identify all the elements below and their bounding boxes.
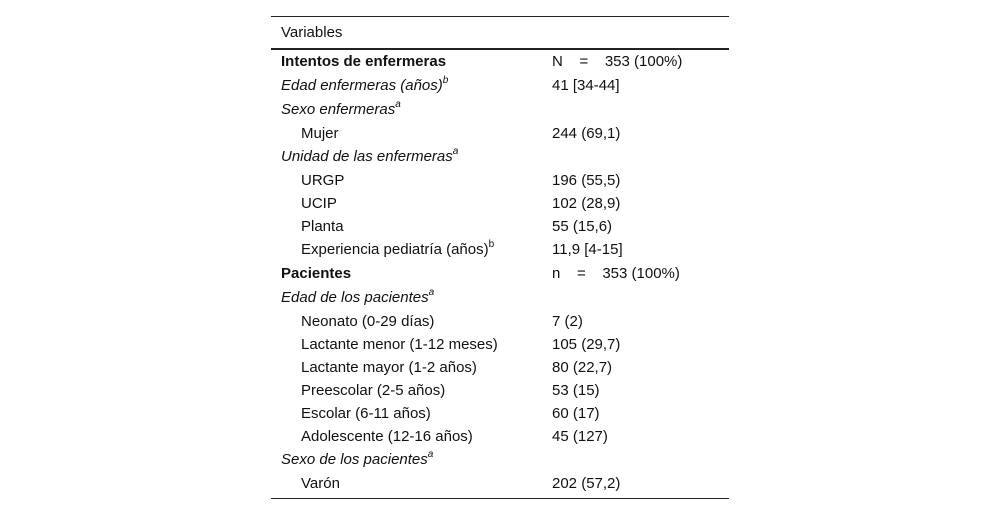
row-label bbox=[301, 402, 431, 425]
row-value-text: 105 (29,7) bbox=[552, 336, 621, 353]
row-value-text: 7 (2) bbox=[552, 313, 583, 330]
row-label bbox=[281, 262, 351, 285]
table-body bbox=[271, 50, 729, 495]
row-label bbox=[281, 448, 433, 471]
table-row bbox=[271, 192, 729, 215]
table-row bbox=[271, 472, 729, 495]
equals-sign: = bbox=[579, 53, 589, 70]
row-label bbox=[281, 50, 446, 73]
footnote-marker: a bbox=[452, 146, 459, 157]
row-label-text: Preescolar (2-5 años) bbox=[301, 382, 446, 399]
row-label-text: Edad enfermeras (años) bbox=[281, 77, 443, 94]
table-row bbox=[271, 169, 729, 192]
table-row bbox=[271, 356, 729, 379]
row-label-text: Edad de los pacientes bbox=[281, 289, 429, 306]
row-value bbox=[552, 356, 612, 379]
row-label-text: Pacientes bbox=[281, 265, 352, 282]
data-table bbox=[271, 16, 729, 499]
row-label bbox=[281, 98, 401, 121]
table-row bbox=[271, 448, 729, 472]
row-label bbox=[301, 238, 494, 261]
row-value-text: 244 (69,1) bbox=[552, 125, 621, 142]
n-label: n bbox=[552, 265, 561, 282]
row-value bbox=[552, 379, 600, 402]
row-label bbox=[301, 333, 498, 356]
row-label bbox=[301, 425, 473, 448]
row-label-text: Neonato (0-29 días) bbox=[301, 313, 435, 330]
row-value-text: 53 (15) bbox=[552, 382, 600, 399]
row-label-text: Intentos de enfermeras bbox=[281, 53, 447, 70]
row-value bbox=[552, 310, 583, 333]
row-value-text: 196 (55,5) bbox=[552, 172, 621, 189]
table-row bbox=[271, 145, 729, 169]
row-label-text: URGP bbox=[301, 172, 345, 189]
table-row bbox=[271, 98, 729, 122]
table-header: Variables bbox=[281, 24, 343, 41]
table-row bbox=[271, 238, 729, 262]
row-value-text: 353 (100%) bbox=[602, 265, 680, 282]
table-row bbox=[271, 122, 729, 145]
row-value bbox=[552, 472, 620, 495]
row-value-text: 202 (57,2) bbox=[552, 475, 621, 492]
table-row bbox=[271, 333, 729, 356]
row-value-text: 55 (15,6) bbox=[552, 218, 613, 235]
row-label bbox=[301, 356, 477, 379]
row-label bbox=[301, 379, 445, 402]
equals-sign: = bbox=[576, 265, 586, 282]
table-row bbox=[271, 379, 729, 402]
row-value bbox=[552, 192, 620, 215]
row-value-text: 45 (127) bbox=[552, 428, 608, 445]
row-label-text: Mujer bbox=[301, 125, 339, 142]
row-label bbox=[301, 215, 344, 238]
table-row bbox=[271, 286, 729, 310]
row-label-text: Varón bbox=[301, 475, 340, 492]
row-value bbox=[552, 238, 623, 261]
row-value-text: 11,9 [4-15] bbox=[552, 241, 623, 258]
row-label-text: Lactante mayor (1-2 años) bbox=[301, 359, 477, 376]
row-label-text: Unidad de las enfermeras bbox=[281, 148, 453, 165]
row-label bbox=[301, 472, 340, 495]
row-value bbox=[552, 333, 620, 356]
table-row bbox=[271, 74, 729, 98]
row-label bbox=[281, 286, 434, 309]
row-label bbox=[301, 310, 434, 333]
row-label bbox=[281, 74, 448, 97]
table-row bbox=[271, 402, 729, 425]
footnote-marker: b bbox=[488, 239, 495, 250]
table-row bbox=[271, 425, 729, 448]
row-value-text: 102 (28,9) bbox=[552, 195, 621, 212]
row-label-text: Sexo enfermeras bbox=[281, 101, 396, 118]
row-label bbox=[301, 192, 337, 215]
row-label-text: UCIP bbox=[301, 195, 337, 212]
table-bottom-rule bbox=[271, 498, 729, 499]
row-value bbox=[552, 50, 682, 73]
row-value bbox=[552, 169, 620, 192]
row-label-text: Sexo de los pacientes bbox=[281, 451, 428, 468]
row-value-text: 41 [34-44] bbox=[552, 77, 620, 94]
row-label-text: Escolar (6-11 años) bbox=[301, 405, 431, 422]
footnote-marker: a bbox=[427, 449, 434, 460]
table-row bbox=[271, 215, 729, 238]
row-value bbox=[552, 74, 620, 97]
row-value bbox=[552, 402, 600, 425]
footnote-marker: a bbox=[395, 99, 401, 110]
row-value bbox=[552, 122, 620, 145]
table-row bbox=[271, 50, 729, 74]
table-row bbox=[271, 310, 729, 333]
row-label-text: Experiencia pediatría (años) bbox=[301, 241, 489, 258]
row-value bbox=[552, 215, 612, 238]
row-label bbox=[301, 122, 339, 145]
footnote-marker: b bbox=[442, 75, 449, 86]
row-label-text: Planta bbox=[301, 218, 344, 235]
row-value bbox=[552, 262, 680, 285]
row-value-text: 353 (100%) bbox=[604, 53, 683, 70]
row-label bbox=[281, 145, 458, 168]
row-label-text: Lactante menor (1-12 meses) bbox=[301, 336, 498, 353]
table-row bbox=[271, 262, 729, 286]
n-label: N bbox=[552, 53, 563, 70]
row-value-text: 60 (17) bbox=[552, 405, 600, 422]
row-label-text: Adolescente (12-16 años) bbox=[301, 428, 473, 445]
row-value bbox=[552, 425, 608, 448]
row-value-text: 80 (22,7) bbox=[552, 359, 613, 376]
footnote-marker: a bbox=[428, 287, 435, 298]
row-label bbox=[301, 169, 344, 192]
